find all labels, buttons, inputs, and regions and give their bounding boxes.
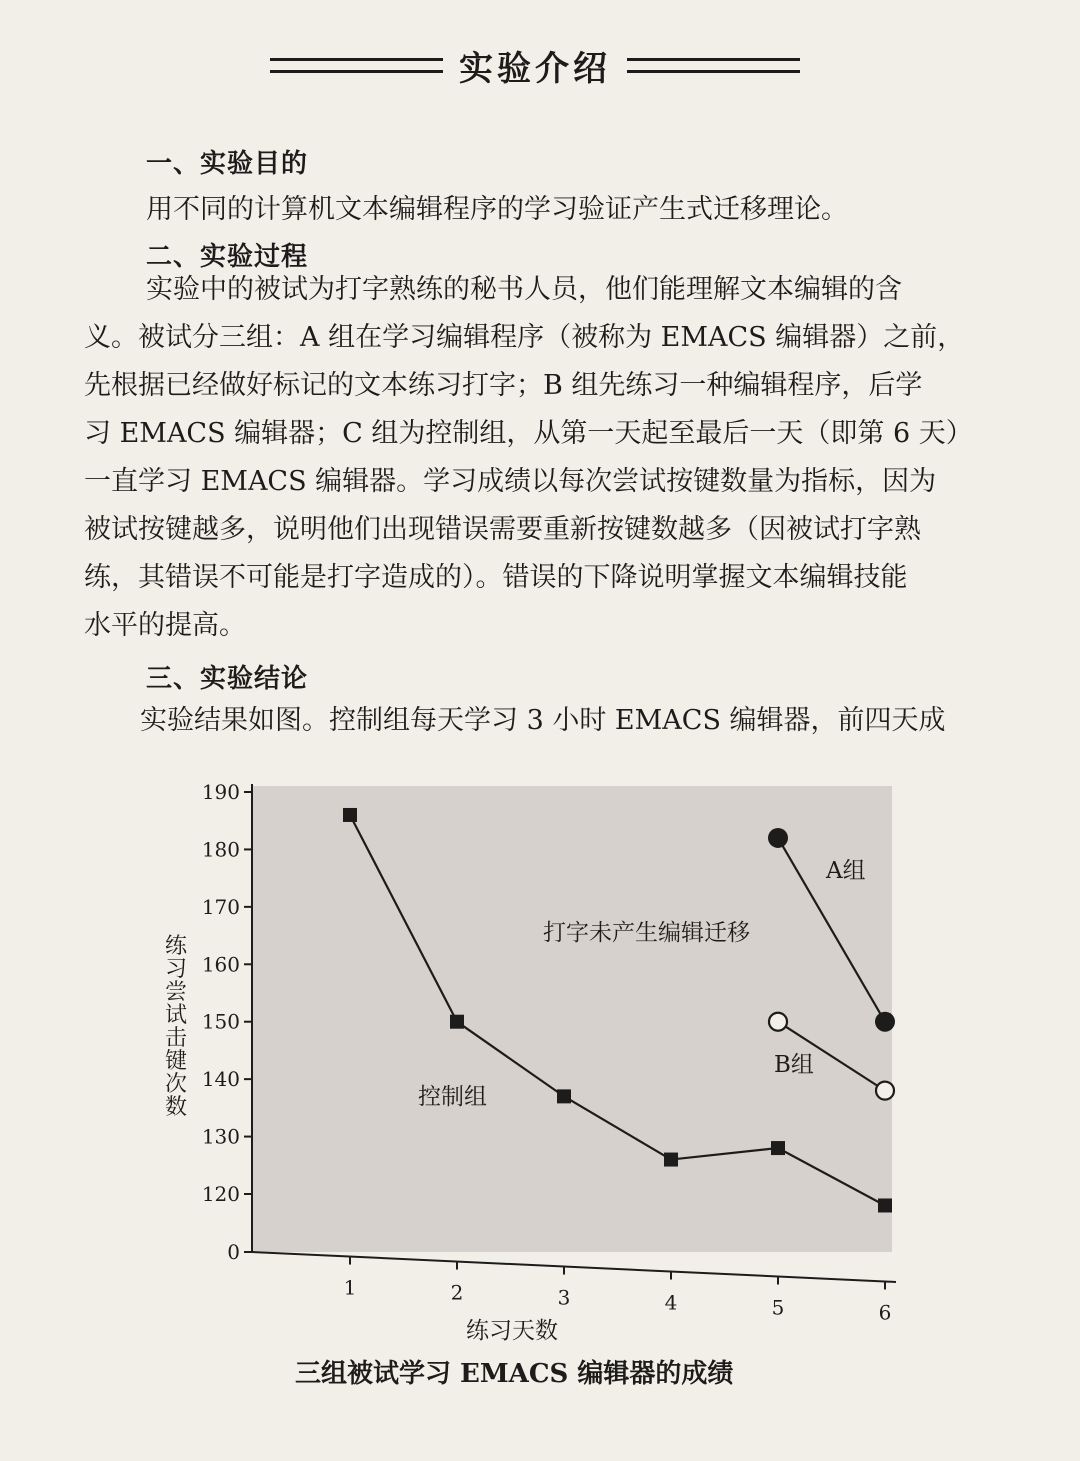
series-label-a: A组 [826,858,866,884]
chart-annotation: 打字未产生编辑迁移 [543,920,750,946]
process-line: 先根据已经做好标记的文本练习打字；B 组先练习一种编辑程序，后学 [84,370,923,401]
y-tick-label: 130 [201,1124,240,1149]
y-tick-label: 160 [201,952,240,977]
chart-svg [160,770,920,1350]
figure-caption: 三组被试学习 EMACS 编辑器的成绩 [295,1359,734,1389]
process-line: 练，其错误不可能是打字造成的）。错误的下降说明掌握文本编辑技能 [84,562,908,593]
data-point [343,808,357,822]
y-tick-label: 140 [201,1067,240,1092]
data-point [557,1089,571,1103]
data-point [876,1082,894,1100]
header [270,40,800,90]
process-line: 实验中的被试为打字熟练的秘书人员，他们能理解文本编辑的含 [146,274,902,305]
process-line: 习 EMACS 编辑器；C 组为控制组，从第一天起至最后一天（即第 6 天） [84,418,973,449]
y-tick-label: 190 [201,780,240,804]
series-label-b: B组 [774,1052,814,1078]
y-tick-label: 150 [201,1009,240,1034]
x-tick-label: 3 [557,1285,571,1310]
page-title: 实验介绍 [459,48,611,89]
x-tick-label: 1 [343,1275,357,1300]
header-rule-right [627,58,800,73]
data-point [450,1015,464,1029]
section-heading-process: 二、实验过程 [146,242,309,272]
series-label-control: 控制组 [418,1084,487,1110]
y-axis-label: 练习尝试击键次数 [164,934,187,1120]
purpose-text: 用不同的计算机文本编辑程序的学习验证产生式迁移理论。 [146,194,848,225]
y-tick-label: 170 [201,894,240,919]
data-point [769,1013,787,1031]
data-point [664,1153,678,1167]
y-tick-label: 120 [201,1182,240,1206]
conclusion-line: 实验结果如图。控制组每天学习 3 小时 EMACS 编辑器，前四天成 [140,705,946,736]
data-point [768,828,788,848]
x-axis-label: 练习天数 [466,1318,558,1344]
x-tick-label: 2 [450,1280,464,1305]
process-line: 一直学习 EMACS 编辑器。学习成绩以每次尝试按键数量为指标，因为 [84,466,937,497]
x-tick-label: 4 [664,1290,678,1315]
y-tick-label: 180 [201,837,240,862]
process-line: 被试按键越多，说明他们出现错误需要重新按键数越多（因被试打字熟 [84,514,921,545]
x-tick-label: 5 [771,1295,785,1320]
plot-area [252,786,892,1252]
y-tick-label: 0 [227,1240,240,1264]
header-rule-left [270,58,443,73]
chart [160,770,920,1354]
section-heading-purpose: 一、实验目的 [146,149,309,179]
process-line: 水平的提高。 [84,610,246,641]
section-heading-conclusion: 三、实验结论 [146,664,309,694]
data-point [875,1012,895,1032]
x-tick-label: 6 [878,1300,892,1325]
process-line: 义。被试分三组：A 组在学习编辑程序（被称为 EMACS 编辑器）之前， [84,322,965,353]
data-point [878,1198,892,1212]
data-point [771,1141,785,1155]
